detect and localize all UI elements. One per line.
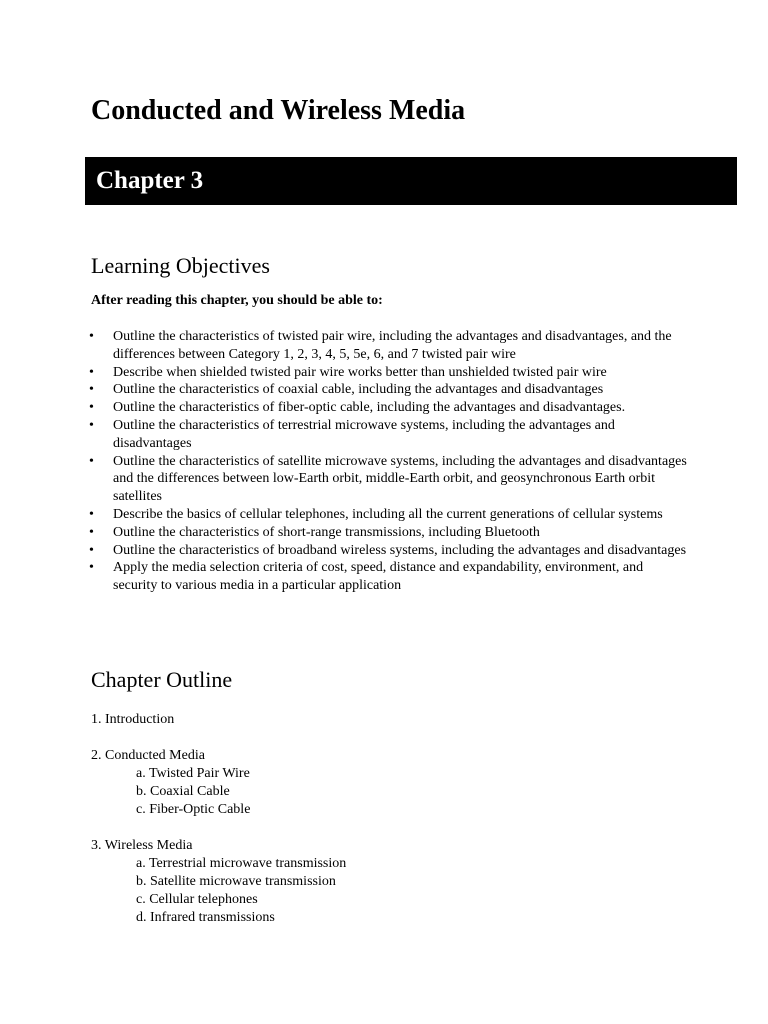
objective-item: • Describe the basics of cellular telephones, including all the current generations of cellular systems [88,506,688,524]
objective-item: • Outline the characteristics of fiber-optic cable, including the advantages and disadvantages. [88,399,688,417]
chapter-outline-heading: Chapter Outline [91,667,233,692]
outline-section-introduction [91,711,346,729]
learning-objectives-heading: Learning Objectives [91,253,270,278]
outline-subitem: b. Satellite microwave transmission [136,874,336,889]
chapter-label: Chapter 3 [96,167,204,194]
objective-item: • Outline the characteristics of twisted pair wire, including the advantages and disadvantages, and the differences between Category 1, 2, 3, 4, 5, 5e, 6, and 7 twisted pair wire [88,328,688,364]
objective-item: • Outline the characteristics of coaxial cable, including the advantages and disadvantages [88,381,688,399]
document-title: Conducted and Wireless Media [91,95,466,126]
outline-section-conducted-media [91,747,346,819]
chapter-outline [91,711,346,945]
objective-item: • Outline the characteristics of short-range transmissions, including Bluetooth [88,524,688,542]
objective-item: • Outline the characteristics of broadband wireless systems, including the advantages and disadvantages [88,542,688,560]
outline-subitem: a. Terrestrial microwave transmission [136,856,347,871]
outline-subitem: c. Fiber-Optic Cable [136,802,251,817]
outline-section-title: 2. Conducted Media [91,748,205,763]
objectives-lead: After reading this chapter, you should be able to: [91,293,383,308]
objective-item: • Outline the characteristics of terrestrial microwave systems, including the advantages and disadvantages [88,417,688,453]
outline-subitem: a. Twisted Pair Wire [136,766,250,781]
outline-subitem: d. Infrared transmissions [136,910,275,925]
outline-subitem: c. Cellular telephones [136,892,258,907]
outline-section-wireless-media [91,837,346,927]
chapter-banner [85,157,737,205]
objective-item: • Apply the media selection criteria of cost, speed, distance and expandability, environment, and security to various media in a particular application [88,559,688,595]
outline-subitem: b. Coaxial Cable [136,784,230,799]
outline-section-title: 1. Introduction [91,712,175,727]
objective-item: • Describe when shielded twisted pair wire works better than unshielded twisted pair wire [88,364,688,382]
objectives-list [88,328,688,595]
objective-item: • Outline the characteristics of satellite microwave systems, including the advantages and disadvantages and the differences between low-Earth orbit, middle-Earth orbit, and geosynchronous Earth orbit satellites [88,453,688,506]
outline-section-title: 3. Wireless Media [91,838,193,853]
